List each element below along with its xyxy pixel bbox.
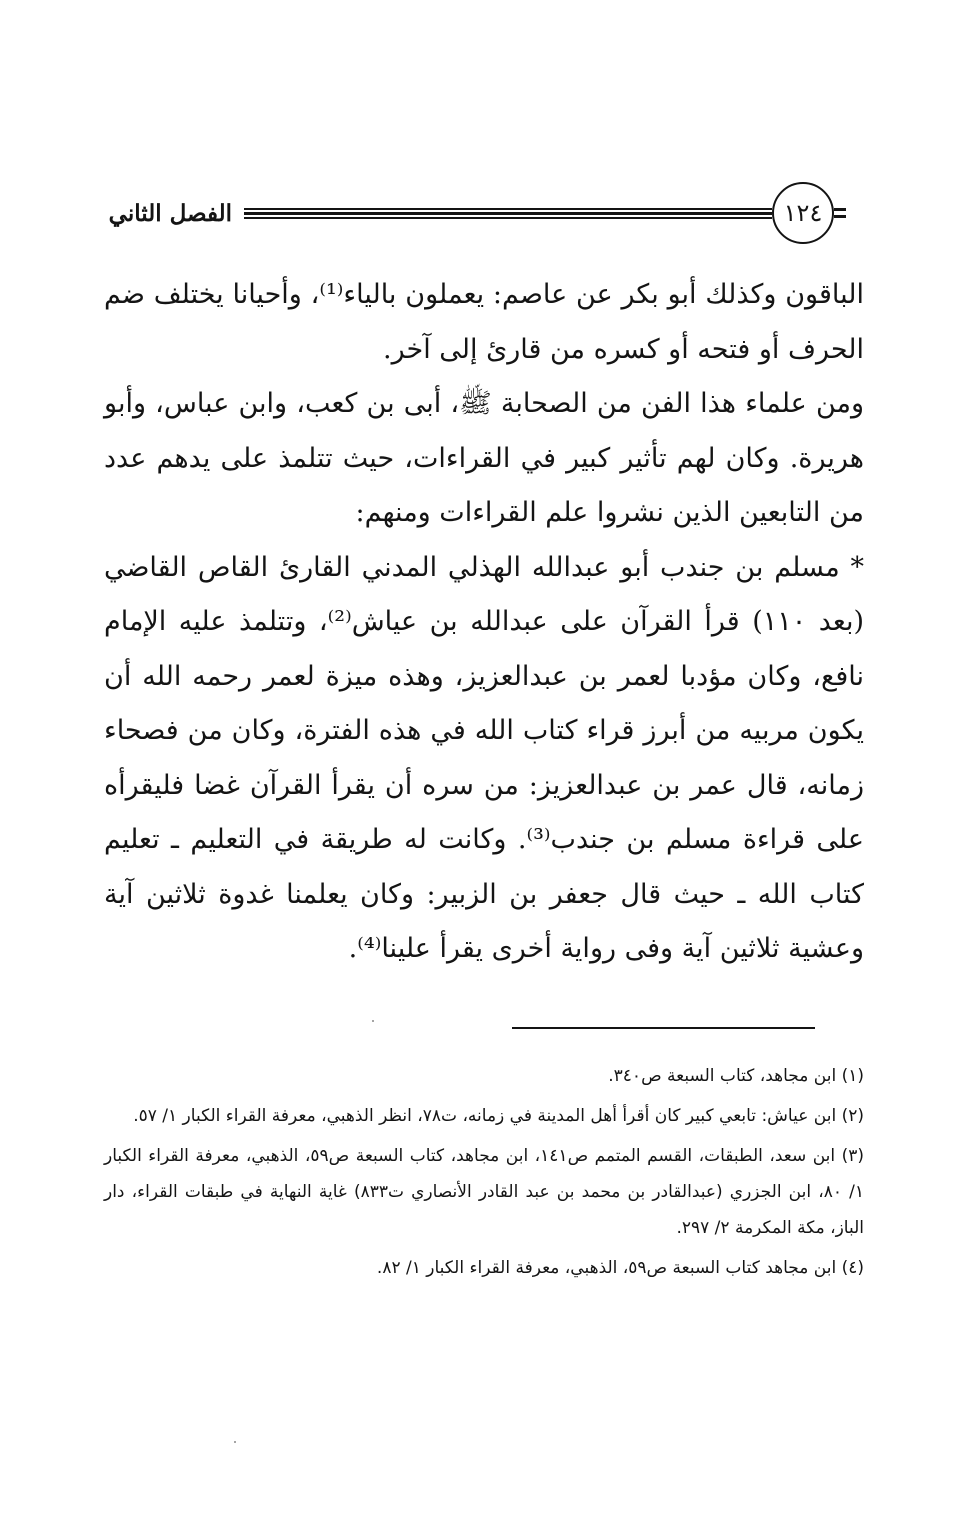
paragraph: ومن علماء هذا الفن من الصحابة ﷺ، أبى بن كعب، وابن عباس، وأبو هريرة. وكان لهم تأثير كبير في القراءات، حيث تتلمذ على يدهم عدد من التابعين الذين نشروا علم القراءات ومنهم: xyxy=(104,388,864,528)
footnote-separator xyxy=(512,1027,815,1029)
footnotes xyxy=(104,1058,864,1286)
paragraph: * مسلم بن جندب أبو عبدالله الهذلي المدني القارئ القاص القاضي (بعد ١١٠) قرأ القرآن على عبدالله بن عياش⁽²⁾، وتتلمذ عليه الإمام نافع، وكان مؤدبا لعمر بن عبدالعزيز، وهذه ميزة لعمر رحمه الله أن يكون مربيه من أبرز قراء كتاب الله في هذه الفترة، وكان من فصحاء زمانه، قال عمر بن عبدالعزيز: من سره أن يقرأ القرآن غضا فليقرأه على قراءة مسلم بن جندب⁽³⁾. وكانت له طريقة في التعليم ـ تعليم كتاب الله ـ حيث قال جعفر بن الزبير: وكان يعلمنا غدوة ثلاثين آية وعشية ثلاثين آية وفى رواية أخرى يقرأ علينا⁽⁴⁾. xyxy=(104,551,865,964)
header-rule xyxy=(244,208,772,219)
footnote: (١) ابن مجاهد، كتاب السبعة ص٣٤٠. xyxy=(608,1066,864,1086)
header-tick xyxy=(834,208,846,211)
header-tick xyxy=(834,215,846,218)
page-header xyxy=(104,182,864,248)
scan-speck xyxy=(372,1020,374,1022)
paragraph: الباقون وكذلك أبو بكر عن عاصم: يعملون بالياء⁽¹⁾، وأحيانا يختلف ضم الحرف أو فتحه أو كسره من قارئ إلى آخر. xyxy=(104,279,864,365)
body-text xyxy=(104,268,864,977)
scan-speck xyxy=(234,1441,236,1443)
page-number: ١٢٤ xyxy=(772,182,834,244)
footnote: (٤) ابن مجاهد كتاب السبعة ص٥٩، الذهبي، معرفة القراء الكبار ١/ ٨٢. xyxy=(376,1258,864,1278)
footnote: (٢) ابن عياش: تابعي كبير كان أقرأ أهل المدينة في زمانه، ت٧٨، انظر الذهبي، معرفة القراء الكبار ١/ ٥٧. xyxy=(133,1106,864,1126)
chapter-title: الفصل الثاني xyxy=(108,200,232,227)
footnote: (٣) ابن سعد، الطبقات، القسم المتمم ص١٤١، ابن مجاهد، كتاب السبعة ص٥٩، الذهبي، معرفة القراء الكبار ١/ ٨٠، ابن الجزري (عبدالقادر بن محمد بن عبد القادر الأنصاري ت٨٣٣) غاية النهاية في طبقات القراء، دار الباز، مكة المكرمة ٢/ ٢٩٧. xyxy=(104,1146,864,1238)
